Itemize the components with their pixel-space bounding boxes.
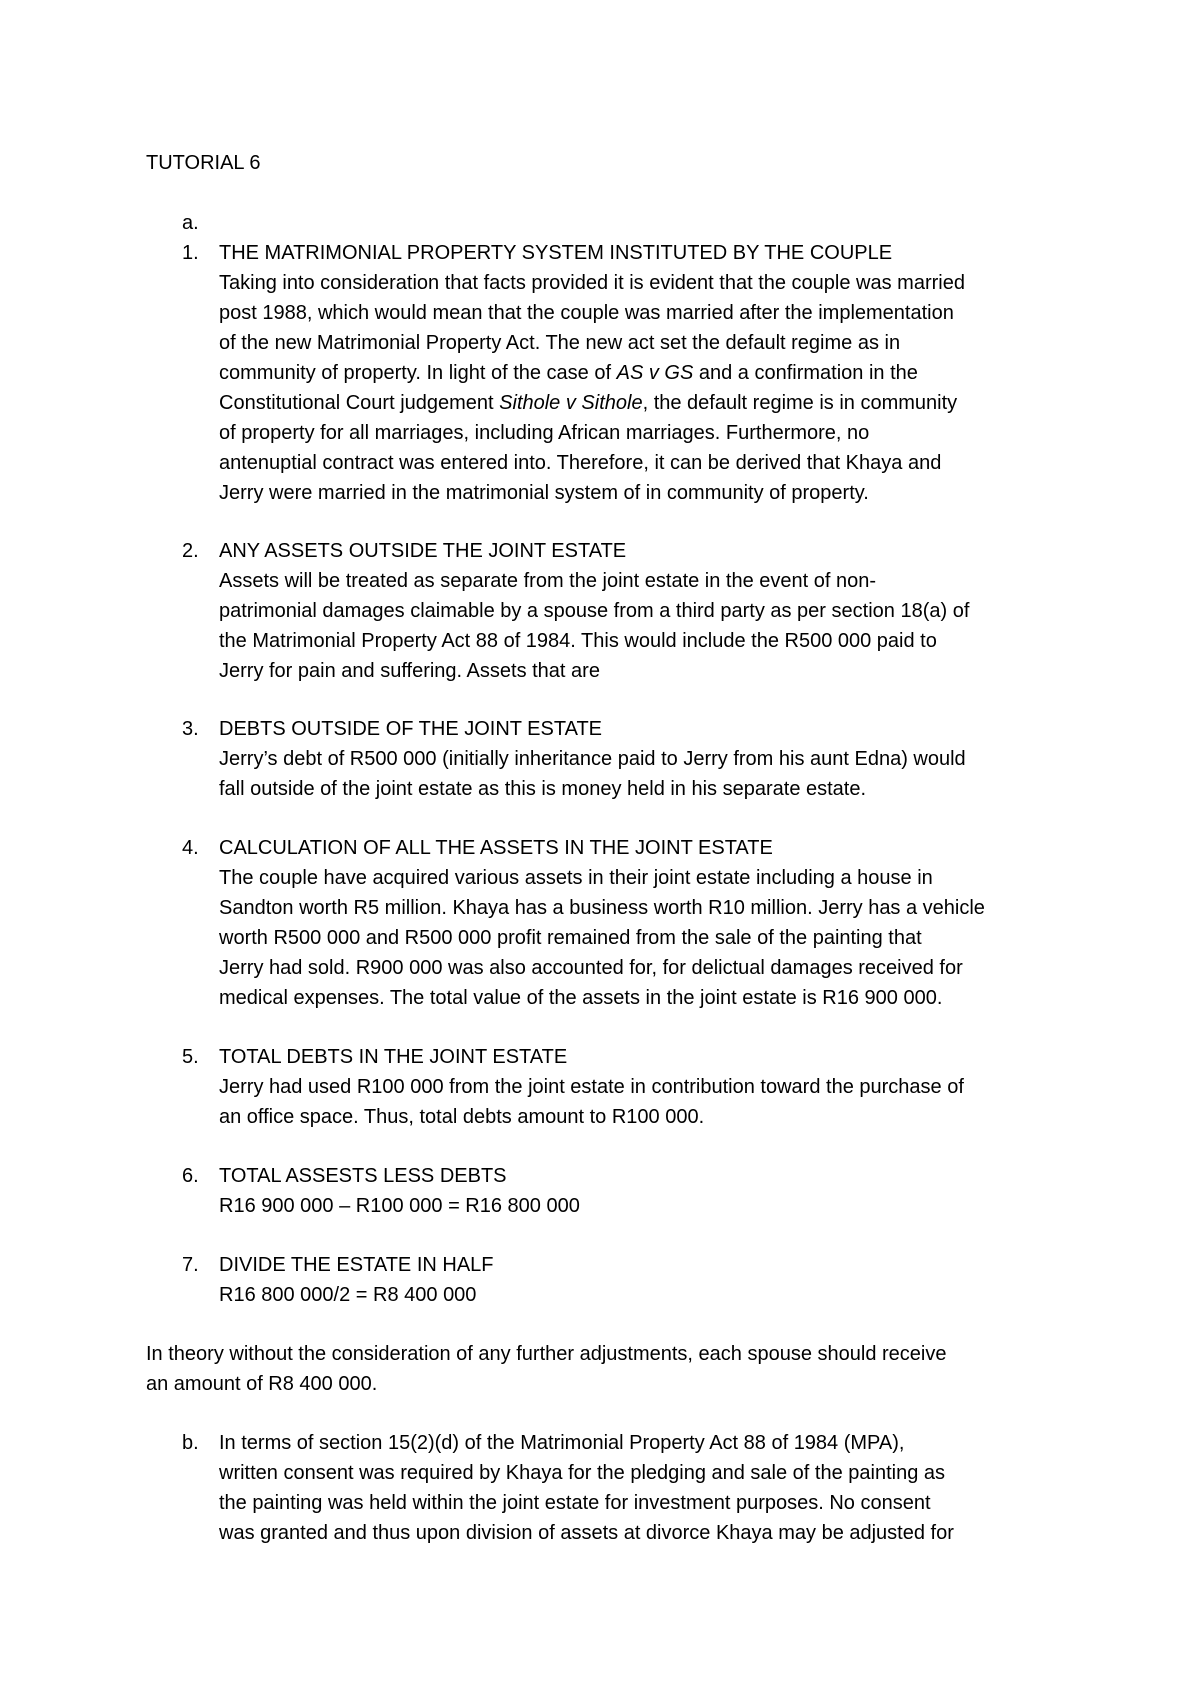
section-4-number: 4.: [182, 837, 199, 859]
document-title: TUTORIAL 6: [146, 152, 261, 174]
section-1-line: of the new Matrimonial Property Act. The new act set the default regime as in: [219, 332, 901, 354]
section-1-number: 1.: [182, 242, 199, 264]
section-2-line: the Matrimonial Property Act 88 of 1984. This would include the R500 000 paid to: [219, 630, 937, 652]
section-4-line: Jerry had sold. R900 000 was also accounted for, for delictual damages received for: [219, 957, 963, 979]
section-5-line: an office space. Thus, total debts amount to R100 000.: [219, 1106, 705, 1128]
line-text: community of property. In light of the case of: [219, 362, 617, 384]
section-1-line: Taking into consideration that facts provided it is evident that the couple was married: [219, 272, 965, 294]
section-1-line: antenuptial contract was entered into. Therefore, it can be derived that Khaya and: [219, 452, 942, 474]
section-1-line: [219, 358, 1079, 388]
section-2-line: Jerry for pain and suffering. Assets that are: [219, 660, 600, 682]
case-citation: AS v GS: [616, 362, 694, 384]
section-1: [219, 238, 1079, 508]
case-citation: Sithole v Sithole: [499, 392, 643, 414]
section-6-number: 6.: [182, 1165, 199, 1187]
part-b-marker: b.: [182, 1432, 199, 1454]
part-b: [219, 1428, 1079, 1548]
section-4-line: The couple have acquired various assets in their joint estate including a house in: [219, 867, 933, 889]
section-3-line: Jerry’s debt of R500 000 (initially inheritance paid to Jerry from his aunt Edna) would: [219, 748, 966, 770]
line-text: , the default regime is in community: [642, 392, 958, 414]
part-b-line: written consent was required by Khaya for the pledging and sale of the painting as: [219, 1462, 946, 1484]
section-5-number: 5.: [182, 1046, 199, 1068]
part-b-line: the painting was held within the joint estate for investment purposes. No consent: [219, 1492, 931, 1514]
section-4-heading: CALCULATION OF ALL THE ASSETS IN THE JOINT ESTATE: [219, 837, 773, 859]
section-2-heading: ANY ASSETS OUTSIDE THE JOINT ESTATE: [219, 540, 627, 562]
section-7-number: 7.: [182, 1254, 199, 1276]
section-5: [219, 1042, 1079, 1132]
section-5-line: Jerry had used R100 000 from the joint estate in contribution toward the purchase of: [219, 1076, 964, 1098]
section-4: [219, 833, 1079, 1013]
section-1-heading: THE MATRIMONIAL PROPERTY SYSTEM INSTITUTED BY THE COUPLE: [219, 242, 893, 264]
section-3: [219, 714, 1079, 804]
section-2-line: patrimonial damages claimable by a spouse from a third party as per section 18(a) of: [219, 600, 970, 622]
line-text: and a confirmation in the: [693, 362, 918, 384]
section-1-line: post 1988, which would mean that the couple was married after the implementation: [219, 302, 954, 324]
section-1-line: [219, 388, 1079, 418]
section-3-heading: DEBTS OUTSIDE OF THE JOINT ESTATE: [219, 718, 603, 740]
part-b-line: In terms of section 15(2)(d) of the Matrimonial Property Act 88 of 1984 (MPA),: [219, 1432, 905, 1454]
part-b-line: was granted and thus upon division of assets at divorce Khaya may be adjusted for: [219, 1522, 954, 1544]
section-2-number: 2.: [182, 540, 199, 562]
section-6-line: R16 900 000 – R100 000 = R16 800 000: [219, 1195, 580, 1217]
section-3-line: fall outside of the joint estate as this is money held in his separate estate.: [219, 778, 867, 800]
line-text: Constitutional Court judgement: [219, 392, 500, 414]
section-4-line: worth R500 000 and R500 000 profit remained from the sale of the painting that: [219, 927, 922, 949]
section-2-line: Assets will be treated as separate from the joint estate in the event of non-: [219, 570, 877, 592]
section-2: [219, 536, 1079, 686]
part-a-marker: a.: [182, 212, 199, 234]
conclusion-paragraph: [146, 1339, 1086, 1399]
section-6: [219, 1161, 1079, 1221]
section-3-number: 3.: [182, 718, 199, 740]
section-7-heading: DIVIDE THE ESTATE IN HALF: [219, 1254, 494, 1276]
section-5-heading: TOTAL DEBTS IN THE JOINT ESTATE: [219, 1046, 568, 1068]
conclusion-line: an amount of R8 400 000.: [146, 1373, 378, 1395]
section-4-line: medical expenses. The total value of the assets in the joint estate is R16 900 000.: [219, 987, 943, 1009]
section-4-line: Sandton worth R5 million. Khaya has a business worth R10 million. Jerry has a vehicle: [219, 897, 985, 919]
section-7-line: R16 800 000/2 = R8 400 000: [219, 1284, 477, 1306]
conclusion-line: In theory without the consideration of any further adjustments, each spouse should receive: [146, 1343, 947, 1365]
section-1-line: of property for all marriages, including African marriages. Furthermore, no: [219, 422, 870, 444]
section-7: [219, 1250, 1079, 1310]
section-6-heading: TOTAL ASSESTS LESS DEBTS: [219, 1165, 507, 1187]
section-1-line: Jerry were married in the matrimonial system of in community of property.: [219, 482, 869, 504]
